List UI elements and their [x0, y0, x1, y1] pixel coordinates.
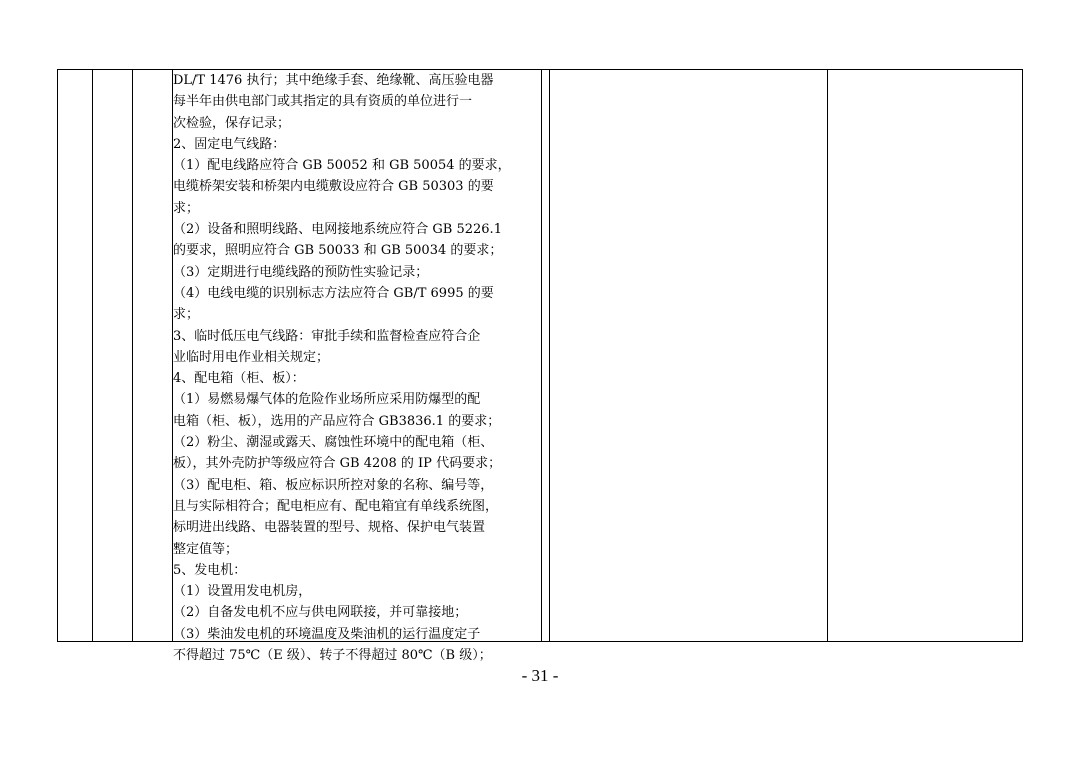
text-line: 求； [173, 200, 200, 216]
text-line: （2）自备发电机不应与供电网联接，并可靠接地； [173, 605, 468, 621]
text-line: （3）柴油发电机的环境温度及柴油机的运行温度定子 [173, 626, 481, 642]
text-line: （1）易燃易爆气体的危险作业场所应采用防爆型的配 [173, 392, 481, 408]
text-line: 2、固定电气线路： [173, 136, 286, 152]
text-line: （3）配电柜、箱、板应标识所控对象的名称、编号等， [173, 477, 494, 493]
page-number: - 31 - [521, 666, 559, 685]
col-border-1 [57, 69, 58, 642]
text-line: 板），其外壳防护等级应符合 GB 4208 的 IP 代码要求； [173, 456, 502, 472]
text-line: 电箱（柜、板），选用的产品应符合 GB3836.1 的要求； [173, 413, 501, 429]
text-line: （2）粉尘、潮湿或露天、腐蚀性环境中的配电箱（柜、 [173, 435, 494, 451]
col-border-8 [1022, 69, 1023, 642]
text-line: 标明进出线路、电器装置的型号、规格、保护电气装置 [173, 520, 486, 536]
text-line: （1）设置用发电机房， [173, 584, 312, 600]
text-line: 4、配电箱（柜、板）： [173, 371, 305, 387]
text-line: 且与实际相符合；配电柜应有、配电箱宜有单线系统图， [173, 498, 499, 514]
col-border-6 [549, 69, 550, 642]
text-line: 3、临时低压电气线路：审批手续和监督检查应符合企 [173, 328, 481, 344]
text-line: （1）配电线路应符合 GB 50052 和 GB 50054 的要求， [173, 158, 511, 174]
text-line: （4）电线电缆的识别标志方法应符合 GB/T 6995 的要 [173, 285, 494, 301]
col-border-2 [92, 69, 93, 642]
text-line: 整定值等； [173, 541, 239, 557]
text-line: DL/T 1476 执行；其中绝缘手套、绝缘靴、高压验电器 [173, 73, 494, 88]
col-border-5 [541, 69, 542, 642]
col-border-3 [132, 69, 133, 642]
text-line: 不得超过 75℃（E 级）、转子不得超过 80℃（B 级）； [173, 648, 492, 664]
text-line: 每半年由供电部门或其指定的具有资质的单位进行一 [173, 94, 473, 110]
text-line: 电缆桥架安装和桥架内电缆敷设应符合 GB 50303 的要 [173, 179, 494, 195]
requirements-text-cell [173, 70, 540, 664]
text-line: 求； [173, 307, 200, 323]
text-line: 的要求，照明应符合 GB 50033 和 GB 50034 的要求； [173, 243, 503, 259]
text-line: （2）设备和照明线路、电网接地系统应符合 GB 5226.1 [173, 222, 502, 238]
col-border-7 [827, 69, 828, 642]
text-line: 业临时用电作业相关规定； [173, 349, 330, 365]
text-line: 次检验，保存记录； [173, 115, 291, 131]
text-line: 5、发电机： [173, 562, 247, 578]
text-line: （3）定期进行电缆线路的预防性实验记录； [173, 264, 429, 280]
